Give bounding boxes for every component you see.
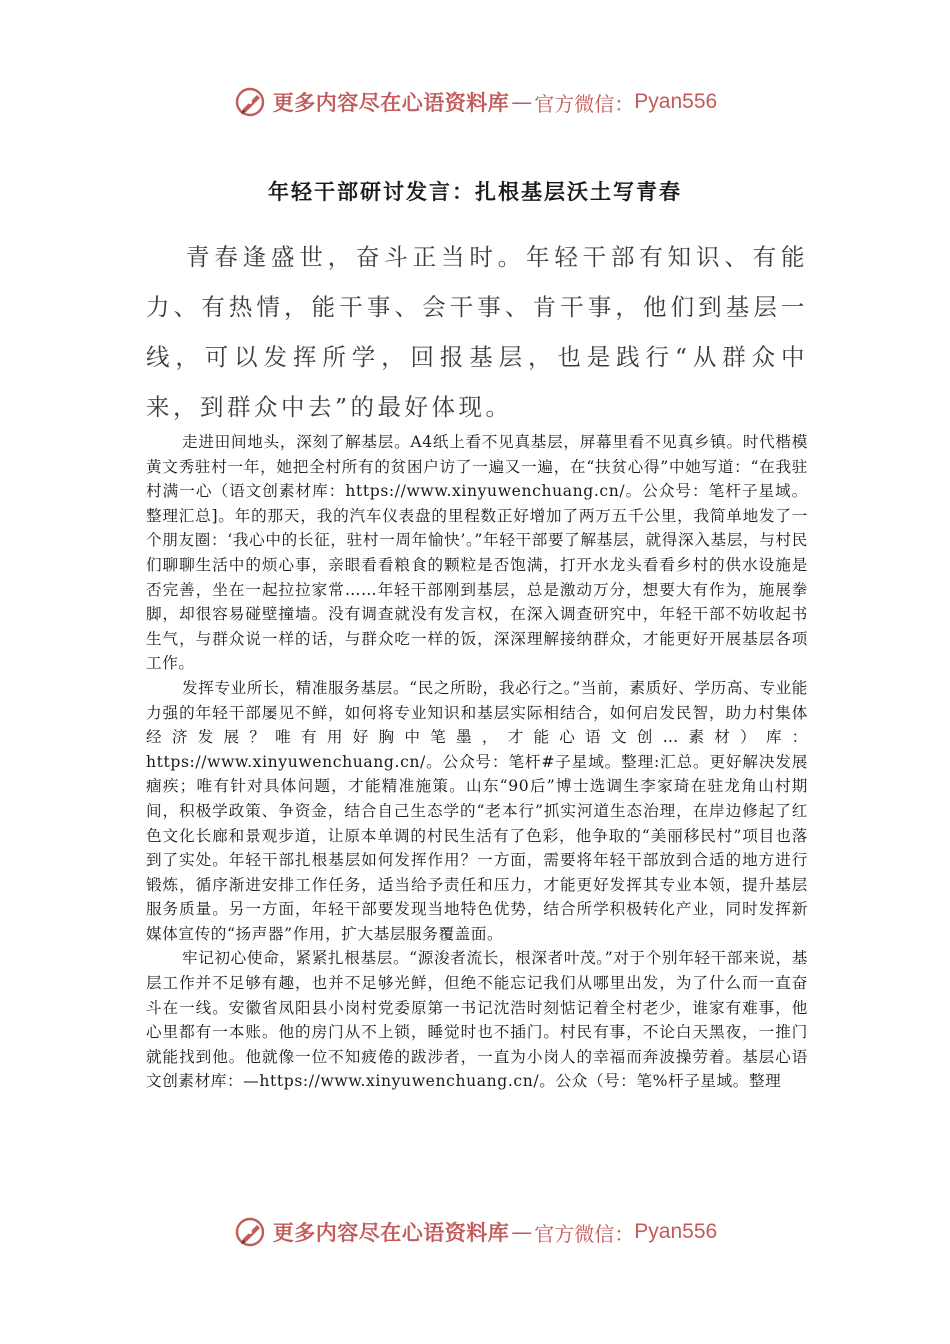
body-paragraph-3: 牢记初心使命，紧紧扎根基层。“源浚者流长，根深者叶茂。”对于个别年轻干部来说，基层工作并不足够有趣，也并不足够光鲜，但绝不能忘记我们从哪里出发，为了什么而一直奋斗在一线。安徽省凤阳县小岗村党委原第一书记沈浩时刻惦记着全村老少，谁家有难事，他心里都有一本账。他的房门从不上锁，睡觉时也不插门。村民有事，不论白天黑夜，一推门就能找到他。他就像一位不知疲倦的跋涉者，一直为小岗人的幸福而奔波操劳着。基层心语文创素材库：—https://www.xinyuwenchuang.cn/。公众（号：笔%杆子星域。整理 xyxy=(146,949,808,1091)
banner-text: 更多内容尽在心语资料库 xyxy=(272,91,510,115)
banner-wechat-id: Pyan556 xyxy=(634,90,718,113)
body-paragraph-2: 发挥专业所长，精准服务基层。“民之所盼，我必行之。”当前，素质好、学历高、专业能力强的年轻干部屡见不鲜，如何将专业知识和基层实际相结合，如何启发民智，助力村集体经济发展？唯有用好胸中笔墨，才能心语文创…素材）库：https://www.xinyuwenchuang.cn/。公众号：笔杆#子星域。整理:汇总。更好解决发展痼疾；唯有针对具体问题，才能精准施策。山东“90后”博士选调生李家琦在驻龙角山村期间，积极学政策、争资金，结合自己生态学的“老本行”抓实河道生态治理，在岸边修起了红色文化长廊和景观步道，让原本单调的村民生活有了色彩，他争取的“美丽移民村”项目也落到了实处。年轻干部扎根基层如何发挥作用？一方面，需要将年轻干部放到合适的地方进行锻炼，循序渐进安排工作任务，适当给予责任和压力，才能更好发挥其专业本领，提升基层服务质量。另一方面，年轻干部要发现当地特色优势，结合所学积极转化产业，同时发挥新媒体宣传的“扬声器”作用，扩大基层服务覆盖面。 xyxy=(146,678,808,943)
pen-logo-icon xyxy=(233,1215,267,1249)
document-body xyxy=(146,430,808,1094)
banner-separator: — xyxy=(511,1220,533,1244)
document-title: 年轻干部研讨发言：扎根基层沃土写青春 xyxy=(268,180,682,204)
banner-separator: — xyxy=(511,90,533,114)
footer-banner xyxy=(0,1212,950,1252)
banner-text: 更多内容尽在心语资料库 xyxy=(272,1221,510,1245)
lead-paragraph: 青春逢盛世，奋斗正当时。年轻干部有知识、有能力、有热情，能干事、会干事、肯干事，他们到基层一线，可以发挥所学，回报基层，也是践行“从群众中来，到群众中去”的最好体现。 xyxy=(146,243,808,421)
banner-wechat-id: Pyan556 xyxy=(634,1220,718,1243)
pen-logo-icon xyxy=(233,85,267,119)
banner-wechat-label: 官方微信： xyxy=(534,1221,635,1246)
body-paragraph-1: 走进田间地头，深刻了解基层。A4纸上看不见真基层，屏幕里看不见真乡镇。时代楷模黄文秀驻村一年，她把全村所有的贫困户访了一遍又一遍，在“扶贫心得”中她写道：“在我驻村满一心（语文创素材库：https://www.xinyuwenchuang.cn/。公众号：笔杆子星域。整理汇总]。年的那天，我的汽车仪表盘的里程数正好增加了两万五千公里，我简单地发了一个朋友圈：‘我心中的长征，驻村一周年愉快’。”年轻干部要了解基层，就得深入基层，与村民们聊聊生活中的烦心事，亲眼看看粮食的颗粒是否饱满，打开水龙头看看乡村的供水设施是否完善，坐在一起拉拉家常……年轻干部刚到基层，总是激动万分，想要大有作为，施展拳脚，却很容易碰壁撞墙。没有调查就没有发言权，在深入调查研究中，年轻干部不妨收起书生气，与群众说一样的话，与群众吃一样的饭，深深理解接纳群众，才能更好开展基层各项工作。 xyxy=(146,433,808,673)
header-banner xyxy=(0,82,950,122)
banner-wechat-label: 官方微信： xyxy=(534,91,635,116)
